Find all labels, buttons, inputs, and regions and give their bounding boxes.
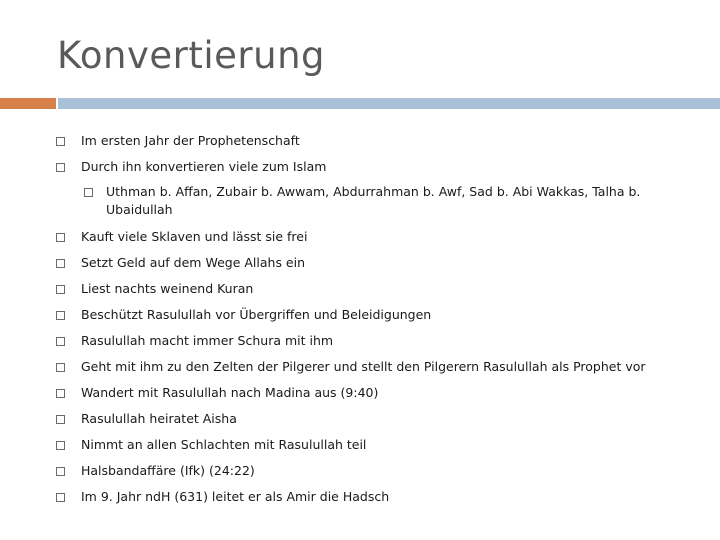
square-bullet-icon xyxy=(56,259,65,268)
bullet-item xyxy=(56,436,696,454)
bullet-text: Nimmt an allen Schlachten mit Rasulullah teil xyxy=(81,437,367,452)
square-bullet-icon xyxy=(84,188,93,197)
bullet-text: Liest nachts weinend Kuran xyxy=(81,281,254,296)
bullet-item xyxy=(56,488,696,506)
square-bullet-icon xyxy=(56,337,65,346)
bullet-text: Im 9. Jahr ndH (631) leitet er als Amir die Hadsch xyxy=(81,489,390,504)
bullet-text: Uthman b. Affan, Zubair b. Awwam, Abdurrahman b. Awf, Sad b. Abi Wakkas, Talha b. Ubaidullah xyxy=(106,184,641,217)
bullet-item xyxy=(56,254,696,272)
bullet-item xyxy=(56,384,696,402)
bullet-item xyxy=(56,358,696,376)
square-bullet-icon xyxy=(56,363,65,372)
bullet-text: Halsbandaffäre (Ifk) (24:22) xyxy=(81,463,255,478)
bullet-item xyxy=(56,410,696,428)
bullet-text: Beschützt Rasulullah vor Übergriffen und Beleidigungen xyxy=(81,307,432,322)
square-bullet-icon xyxy=(56,311,65,320)
bullet-item xyxy=(56,306,696,324)
bullet-text: Im ersten Jahr der Prophetenschaft xyxy=(81,133,300,148)
square-bullet-icon xyxy=(56,467,65,476)
bullet-text: Setzt Geld auf dem Wege Allahs ein xyxy=(81,255,306,270)
bullet-item xyxy=(56,462,696,480)
square-bullet-icon xyxy=(56,285,65,294)
bullet-item xyxy=(56,158,696,176)
square-bullet-icon xyxy=(56,415,65,424)
bullet-text: Rasulullah heiratet Aisha xyxy=(81,411,237,426)
square-bullet-icon xyxy=(56,493,65,502)
square-bullet-icon xyxy=(56,389,65,398)
bullet-text: Wandert mit Rasulullah nach Madina aus (9:40) xyxy=(81,385,379,400)
square-bullet-icon xyxy=(56,163,65,172)
bullet-item xyxy=(56,332,696,350)
bullet-text: Kauft viele Sklaven und lässt sie frei xyxy=(81,229,308,244)
bullet-item xyxy=(56,280,696,298)
bullet-item xyxy=(56,228,696,246)
bullet-item xyxy=(56,132,696,150)
bullet-text: Durch ihn konvertieren viele zum Islam xyxy=(81,159,327,174)
bullet-text: Rasulullah macht immer Schura mit ihm xyxy=(81,333,334,348)
bullet-text: Geht mit ihm zu den Zelten der Pilgerer und stellt den Pilgerern Rasulullah als Prophet vor xyxy=(81,359,646,374)
square-bullet-icon xyxy=(56,137,65,146)
sub-bullet-item xyxy=(84,183,684,219)
slide-title: Konvertierung xyxy=(57,34,326,77)
square-bullet-icon xyxy=(56,441,65,450)
square-bullet-icon xyxy=(56,233,65,242)
